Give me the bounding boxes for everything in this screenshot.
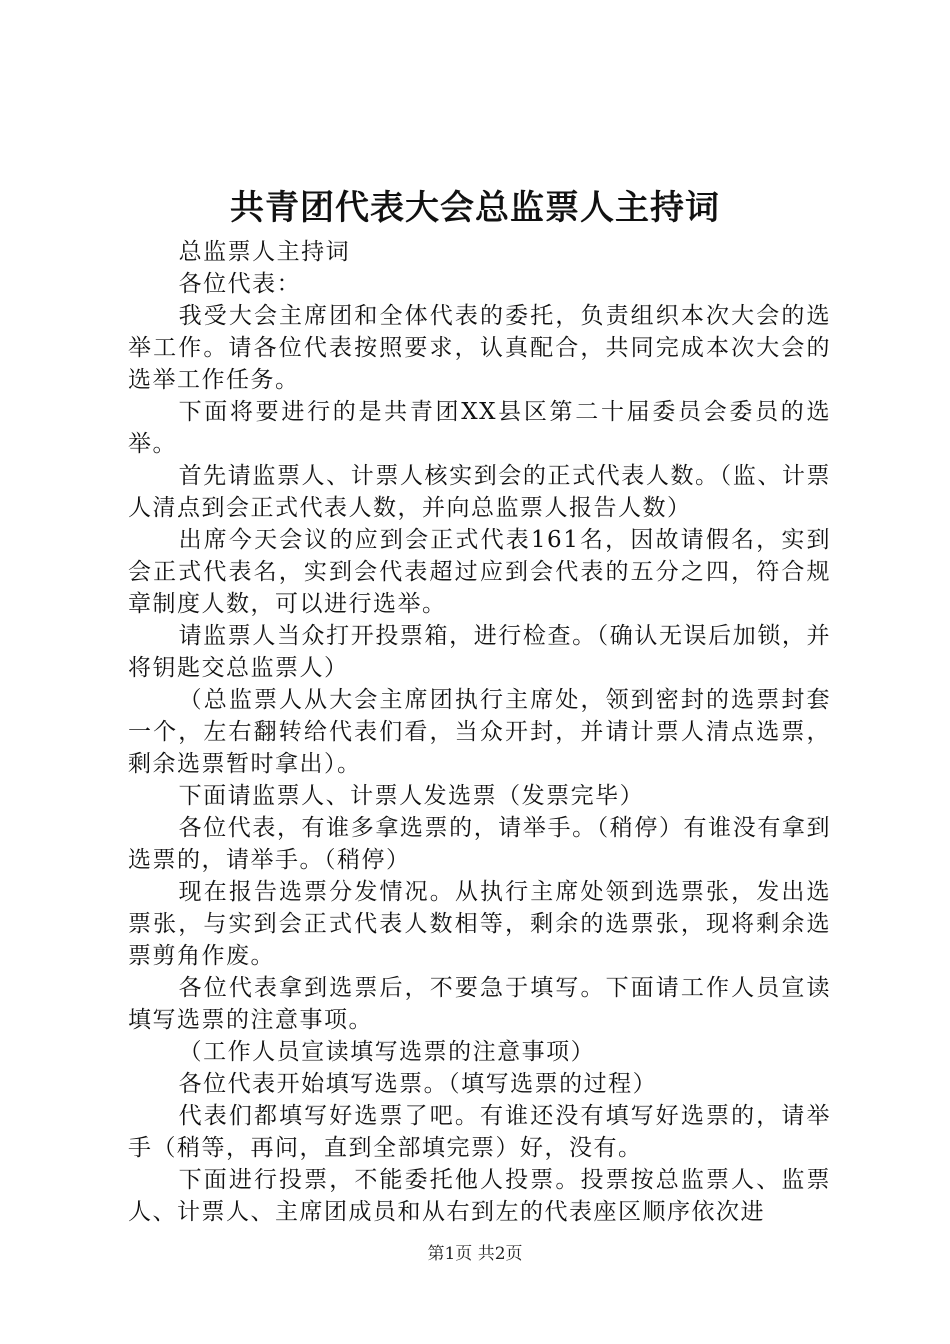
paragraph: 总监票人主持词	[178, 239, 351, 265]
paragraph: 各位代表开始填写选票。（填写选票的过程）	[178, 1071, 658, 1097]
paragraph: 我受大会主席团和全体代表的委托，负责组织本次大会的选举工作。请各位代表按照要求，认真配合，共同完成本次大会的选举工作任务。	[128, 303, 831, 393]
paragraph: 请监票人当众打开投票箱，进行检查。（确认无误后加锁，并将钥匙交总监票人）	[128, 623, 831, 681]
document-title: 共青团代表大会总监票人主持词	[230, 188, 720, 228]
page-total: 共2页	[477, 1244, 523, 1264]
paragraph: （工作人员宣读填写选票的注意事项）	[178, 1039, 596, 1065]
document-body	[128, 236, 831, 1228]
paragraph: 下面将要进行的是共青团XX县区第二十届委员会委员的选举。	[128, 399, 831, 457]
paragraph: 首先请监票人、计票人核实到会的正式代表人数。（监、计票人清点到会正式代表人数，并向总监票人报告人数）	[128, 463, 831, 521]
paragraph: 下面进行投票，不能委托他人投票。投票按总监票人、监票人、计票人、主席团成员和从右到左的代表座区顺序依次进	[128, 1167, 831, 1225]
paragraph: 现在报告选票分发情况。从执行主席处领到选票张，发出选票张，与实到会正式代表人数相等，剩余的选票张，现将剩余选票剪角作废。	[128, 879, 831, 969]
paragraph: 下面请监票人、计票人发选票（发票完毕）	[178, 783, 645, 809]
page-number: 第1页	[427, 1244, 473, 1264]
paragraph: 代表们都填写好选票了吧。有谁还没有填写好选票的，请举手（稍等，再问，直到全部填完票）好，没有。	[128, 1103, 831, 1161]
page-footer	[0, 1242, 950, 1266]
paragraph: 各位代表：	[178, 271, 302, 297]
paragraph: 各位代表拿到选票后，不要急于填写。下面请工作人员宣读填写选票的注意事项。	[128, 975, 831, 1033]
paragraph: 各位代表，有谁多拿选票的，请举手。（稍停）有谁没有拿到选票的，请举手。（稍停）	[128, 815, 831, 873]
paragraph: 出席今天会议的应到会正式代表161名，因故请假名，实到会正式代表名，实到会代表超过应到会代表的五分之四，符合规章制度人数，可以进行选举。	[128, 527, 831, 617]
paragraph: （总监票人从大会主席团执行主席处，领到密封的选票封套一个，左右翻转给代表们看，当众开封，并请计票人清点选票，剩余选票暂时拿出）。	[128, 687, 831, 777]
